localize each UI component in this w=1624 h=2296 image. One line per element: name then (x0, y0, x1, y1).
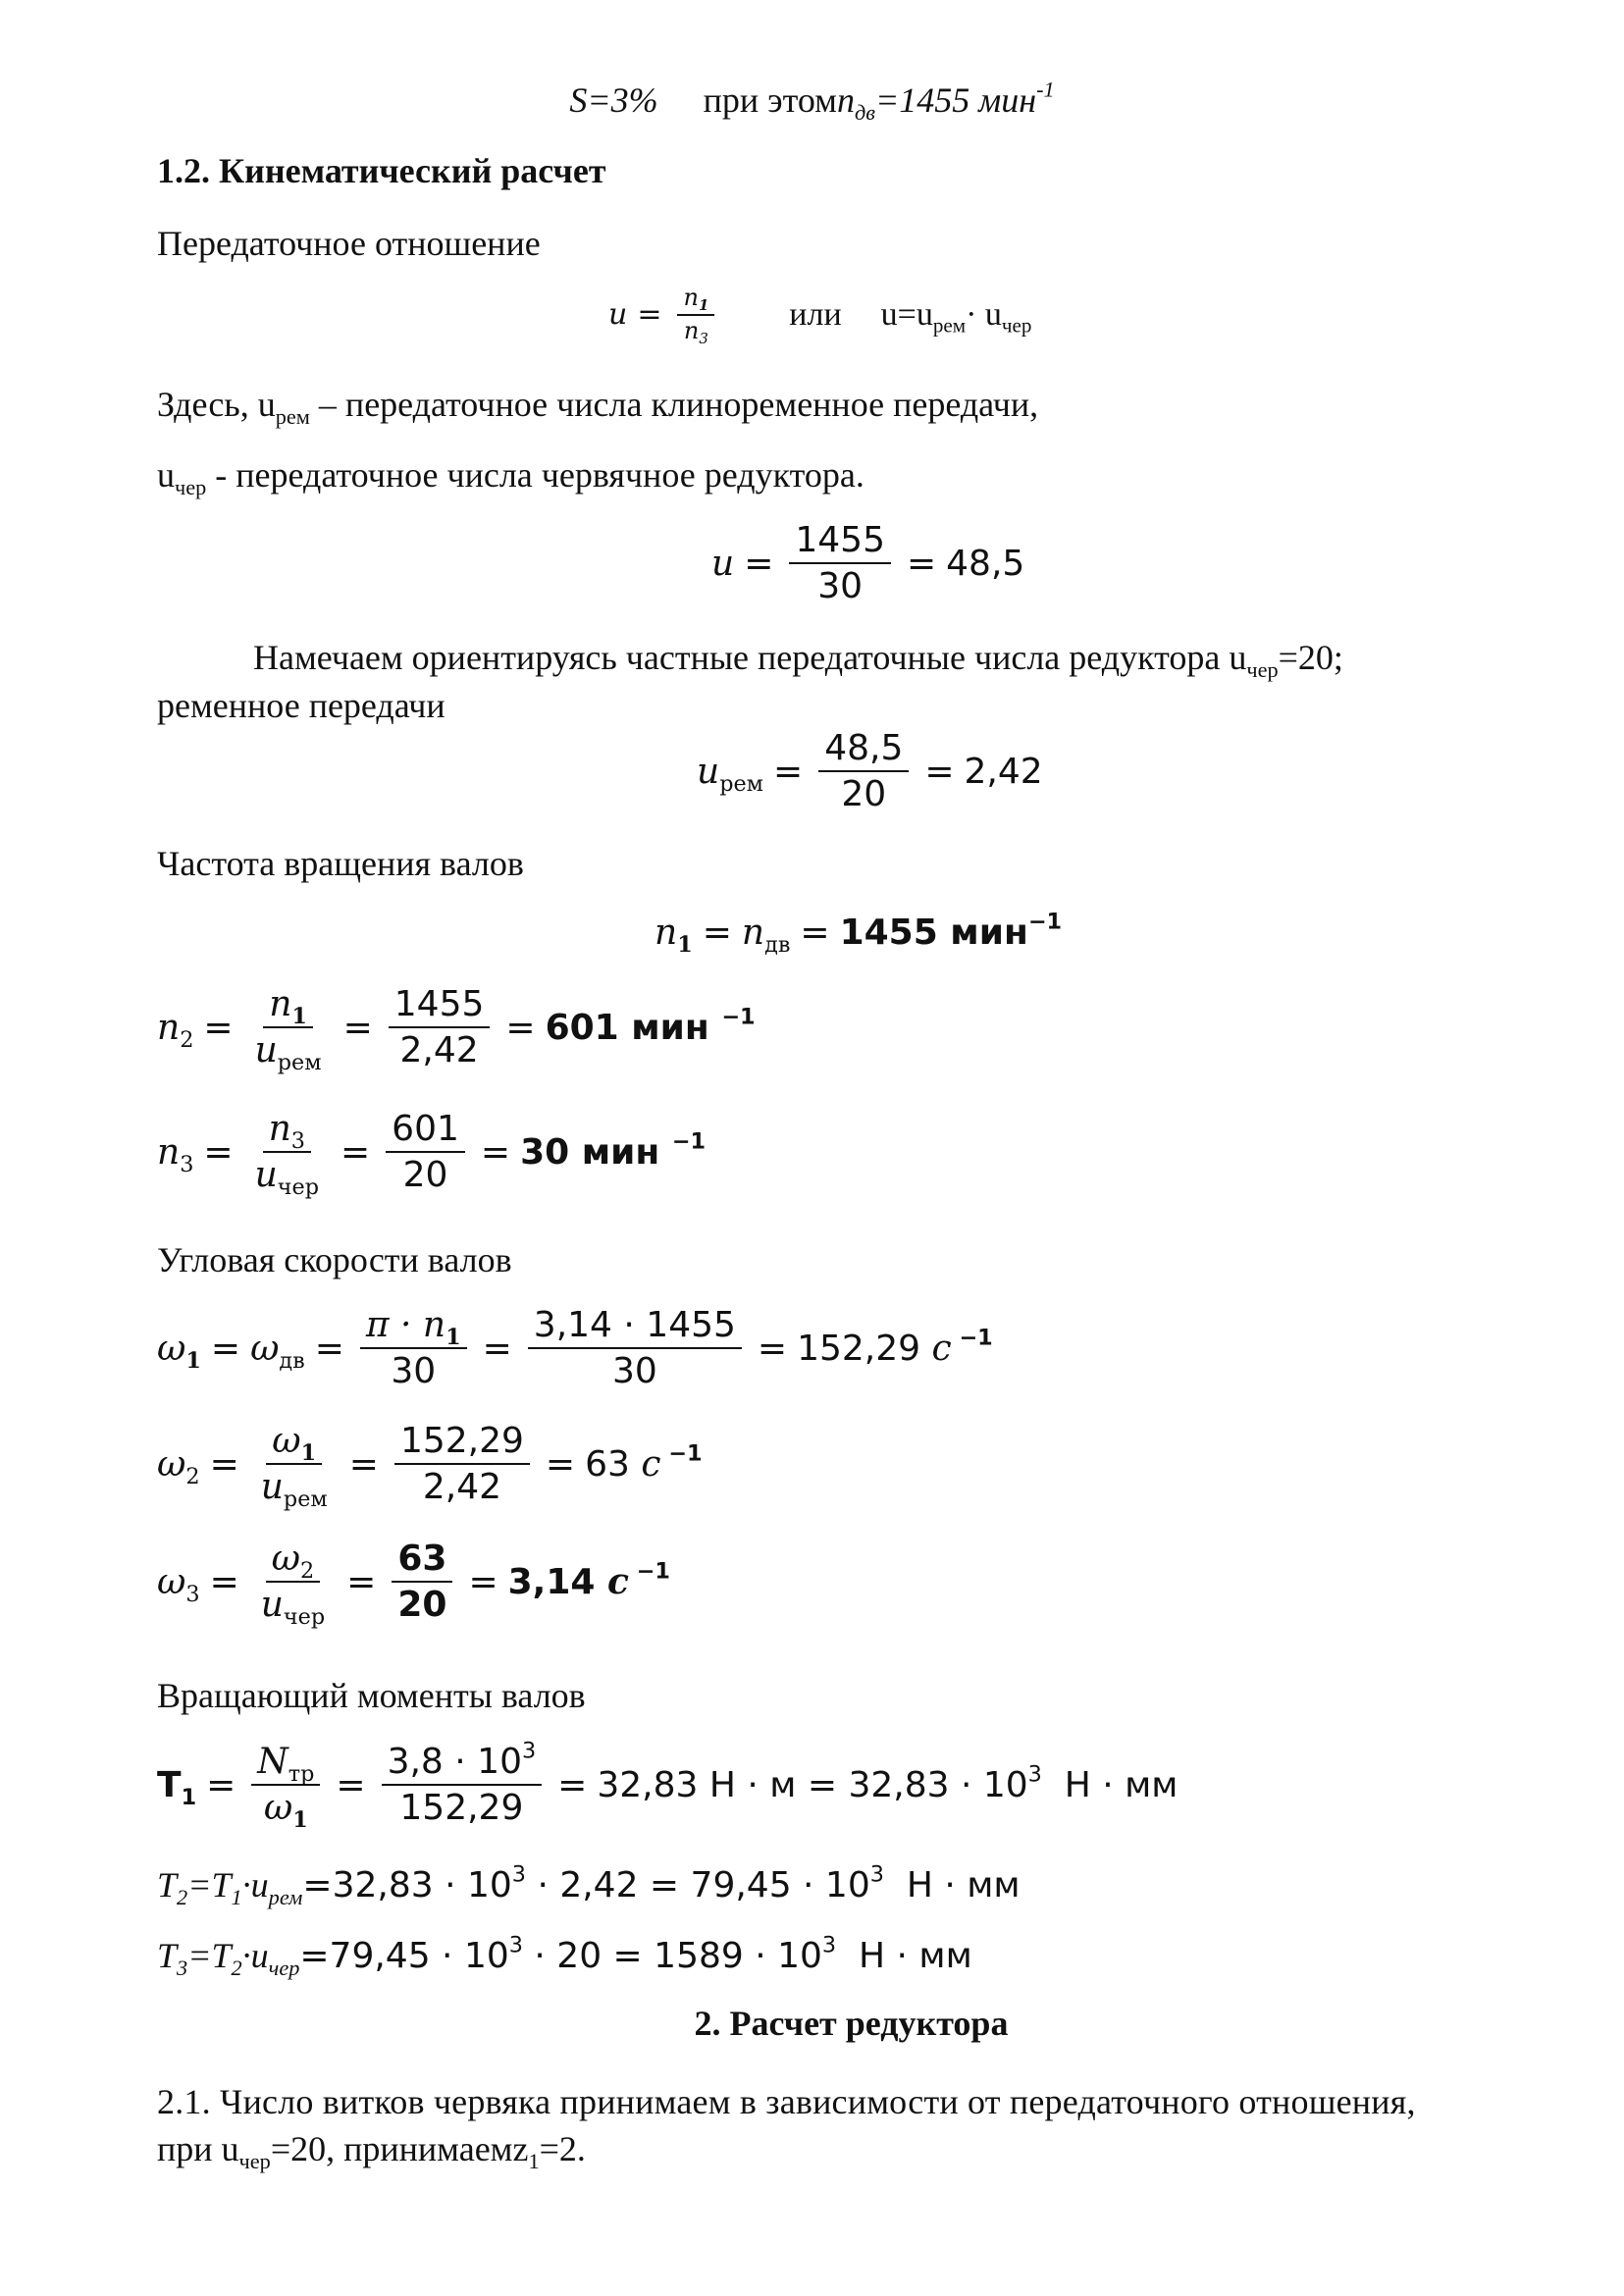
t2-prefix-sub: 2 (177, 1884, 188, 1909)
t1-fraction-1 (251, 1742, 320, 1834)
t2-dot: ·u (241, 1865, 269, 1905)
t2-eq-sub: 1 (231, 1884, 242, 1909)
n2-f2-den: 2,42 (399, 1030, 479, 1071)
n1-rhs: 1455 мин (839, 913, 1028, 953)
n2-f1-num: n (269, 984, 292, 1024)
n1-sub: 1 (698, 296, 709, 315)
n-subscript: дв (854, 99, 875, 125)
n2-f1-num-sub: 1 (291, 1003, 307, 1029)
n2-symbol: n (683, 316, 700, 344)
paragraph-2-1-line-2 (157, 2127, 586, 2173)
w1-f2-num: 3,14 · 1455 (528, 1305, 742, 1349)
t1-fraction-2 (382, 1738, 543, 1829)
ratio-label: Передаточное отношение (157, 224, 541, 263)
p21-b: =20, принимаем (270, 2129, 513, 2168)
w3-rhs-sup: −1 (628, 1558, 670, 1585)
w1-rhs-unit: c (931, 1328, 952, 1369)
w1-rhs-sup: −1 (951, 1325, 993, 1351)
definition-line-2 (157, 453, 864, 499)
n1-mid-sub: дв (764, 931, 791, 958)
header-line (0, 77, 1624, 125)
w2-f1-den: u (260, 1467, 284, 1508)
t1-f1-den-sub: 1 (292, 1807, 308, 1834)
p21-a: при u (157, 2129, 239, 2168)
choose-sub: чер (1246, 656, 1279, 682)
urem-calc-formula: $u_{рем}$ = $\frac{48,5}{20}$ = 2,42 (697, 728, 1043, 815)
t2-rest2: · 2,42 = 79,45 · 10 (526, 1864, 870, 1905)
rpm-exponent: -1 (1036, 77, 1055, 102)
n3-lhs-sub: 3 (180, 1151, 194, 1177)
w2-fraction-2 (394, 1421, 530, 1508)
u-calc-result: 48,5 (946, 543, 1025, 584)
t2-prefix: T (157, 1865, 178, 1905)
t3-prefix-sub: 3 (177, 1955, 188, 1980)
n3-f1-den: u (254, 1155, 278, 1196)
w2-fraction-1 (255, 1421, 334, 1513)
alt-cher-sub: чер (1001, 312, 1032, 337)
u-calc-den: 30 (817, 566, 864, 607)
t3-unit: H · мм (836, 1935, 972, 1976)
ratio-formula: u = $\frac{n_1}{n_3}$ или $u=u_{рем}\cdot u_{чер}$ (608, 284, 1032, 347)
w3-equation: $\omega_3$ = $\frac{\omega_2}{u_{чер}}$ = $\frac{63}{20}$ = 3,14 c $^{-1}$ (157, 1539, 670, 1631)
n2-rhs-sup: −1 (721, 1004, 756, 1030)
p21-sub: чер (238, 2148, 271, 2173)
urem-num: 48,5 (818, 728, 909, 772)
w2-rhs-sup: −1 (660, 1440, 703, 1467)
def2-sub: чер (175, 474, 207, 499)
p21-c: =2. (539, 2129, 586, 2168)
n2-f2-num: 1455 (389, 984, 491, 1028)
n2-equation: $n_2$ = $\frac{n_1}{u_{рем}}$ = $\frac{1455}{2,42}$ = 601 мин $^{-1}$ (157, 984, 756, 1076)
alt-u: u=u (880, 295, 933, 333)
n3-f1-num-sub: 3 (290, 1127, 305, 1154)
slip-value: S=3% (569, 80, 658, 120)
n3-f1-num: n (268, 1109, 291, 1149)
n1-mid: n (741, 913, 765, 953)
t3-eq: =T (187, 1936, 232, 1975)
n-symbol: n (836, 80, 855, 120)
w3-f2-num: 63 (392, 1539, 452, 1583)
def2-rest: - передаточное числа червячное редуктора. (206, 455, 864, 495)
w2-f2-num: 152,29 (394, 1421, 530, 1465)
p21-z: z (512, 2129, 529, 2168)
n2-sub: 3 (699, 329, 708, 347)
t2-equation (157, 1860, 1021, 1909)
t3-rest2: · 20 = 1589 · 10 (522, 1935, 822, 1976)
n2-fraction-1 (249, 984, 328, 1076)
t1-rhs-unit: H · мм (1041, 1764, 1179, 1805)
def1-sub: рем (275, 403, 310, 429)
choose-line-2: ременное передачи (157, 686, 445, 725)
w1-rhs: 152,29 (797, 1328, 932, 1369)
u-calc-formula: u = $\frac{1455}{30}$ = 48,5 (711, 520, 1025, 607)
definition-line-1 (157, 383, 1039, 429)
t1-f1-den: ω (263, 1788, 293, 1829)
n3-lhs: n (157, 1131, 181, 1173)
w2-f1-num: ω (272, 1421, 301, 1461)
w2-lhs: ω (157, 1443, 186, 1485)
w1-mid-sub: дв (279, 1347, 305, 1374)
w3-rhs-unit: c (606, 1561, 629, 1603)
t1-f1-num-sub: тр (288, 1760, 315, 1787)
t1-f1-num: N (257, 1742, 288, 1782)
t3-eq-sub: 2 (231, 1955, 242, 1980)
w2-f1-num-sub: 1 (300, 1439, 317, 1466)
def2-u: u (157, 455, 175, 495)
t2-rest: =32,83 · 10 (302, 1864, 512, 1905)
t3-rest: =79,45 · 10 (299, 1935, 509, 1976)
w2-f1-den-sub: рем (283, 1487, 328, 1513)
w3-lhs: ω (157, 1561, 186, 1602)
n3-f2-den: 20 (402, 1155, 448, 1196)
rpm-value: =1455 мин (874, 80, 1037, 120)
t1-equation: $T_1$ = $\frac{N_{тр}}{\omega_1}$ = $\frac{3,8 \cdot 10^3}{152,29}$ = 32,83 $H \cdot м = 32,83 \cdot 10^3$ H · мм (157, 1738, 1179, 1834)
alt-dot: · u (966, 295, 1002, 333)
t2-u-sub: рем (268, 1884, 303, 1909)
t3-rest-sup: 3 (508, 1931, 523, 1957)
t3-rest2-sup: 3 (821, 1931, 837, 1957)
w3-f1-den-sub: чер (283, 1604, 326, 1631)
t3-u-sub: чер (268, 1955, 300, 1980)
w1-f1-den: 30 (391, 1351, 437, 1392)
t2-eq: =T (187, 1865, 232, 1905)
t1-rhs-sup: 3 (1027, 1761, 1042, 1788)
u-calc-num: 1455 (789, 520, 891, 564)
w1-f2-den: 30 (611, 1351, 657, 1392)
torque-label: Вращающий моменты валов (157, 1676, 586, 1715)
choose-end: =20; (1278, 638, 1343, 677)
n2-rhs: 601 мин (545, 1007, 722, 1048)
n2-lhs: n (157, 1007, 181, 1048)
speed-label: Частота вращения валов (157, 844, 524, 883)
n3-equation: $n_3$ = $\frac{n_3}{u_{чер}}$ = $\frac{601}{20}$ = 30 мин $^{-1}$ (157, 1109, 706, 1201)
p21-zsub: 1 (528, 2148, 540, 2173)
ratio-fraction (677, 284, 714, 347)
t3-dot: ·u (241, 1936, 269, 1975)
n1-lhs-sub: 1 (677, 931, 693, 958)
w2-lhs-sub: 2 (185, 1463, 200, 1489)
urem-fraction (818, 728, 909, 815)
w1-equation: $\omega_1$ = $\omega_{дв}$ = $\frac{\pi \cdot n_1}{30}$ = $\frac{3,14 \cdot 1455}{30}$ = 152,29 c $^{-1}$ (157, 1305, 993, 1392)
w1-fraction-1 (360, 1305, 467, 1392)
paragraph-2-1-line-1: 2.1. Число витков червяка принимаем в зависимости от передаточного отношения, (157, 2082, 1416, 2121)
w3-rhs: 3,14 (507, 1562, 607, 1603)
n3-fraction-1 (249, 1109, 325, 1201)
n1-symbol: n (683, 284, 699, 311)
n3-rhs: 30 мин (520, 1131, 672, 1173)
t1-f2-num-sup: 3 (521, 1738, 537, 1764)
w2-rhs-unit: c (641, 1443, 661, 1485)
w3-f1-num-sub: 2 (300, 1557, 315, 1584)
t3-prefix: T (157, 1936, 178, 1975)
t3-equation (157, 1931, 972, 1980)
w3-f1-num: ω (271, 1539, 301, 1579)
formula-u: u (608, 297, 628, 333)
w1-fraction-2 (528, 1305, 742, 1392)
n1-equation: $n_1$ = $n_{дв}$ = 1455 мин$^{-1}$ (655, 909, 1063, 958)
n1-rhs-sup: −1 (1027, 909, 1063, 935)
section-title-1-2: 1.2. Кинематический расчет (157, 151, 606, 190)
n3-fraction-2 (386, 1109, 465, 1196)
w3-f2-den: 20 (397, 1585, 447, 1626)
n2-f1-den: u (254, 1030, 278, 1071)
u-calc-lhs: u (711, 543, 735, 584)
or-word: или (789, 295, 842, 333)
w1-lhs: ω (157, 1328, 186, 1369)
w1-f1-num: π · n (365, 1305, 446, 1345)
header-text: при этом (703, 80, 837, 120)
n3-f2-num: 601 (386, 1109, 465, 1153)
angular-label: Угловая скорости валов (157, 1240, 512, 1279)
def1-rest: – передаточное числа клиноременное передачи, (309, 385, 1039, 424)
u-calc-fraction (789, 520, 891, 607)
section-title-2: 2. Расчет редуктора (694, 2004, 1009, 2043)
w1-f1-num-sub: 1 (445, 1324, 461, 1350)
n2-fraction-2 (389, 984, 491, 1071)
n3-f1-den-sub: чер (277, 1174, 319, 1201)
t2-rest-sup: 3 (511, 1860, 526, 1887)
t1-lhs-sub: 1 (181, 1784, 197, 1810)
t1-rhs: 32,83 H · м = 32,83 · 10 (597, 1764, 1028, 1805)
w3-fraction-1 (255, 1539, 331, 1631)
w1-lhs-sub: 1 (185, 1347, 201, 1374)
n2-f1-den-sub: рем (277, 1050, 322, 1076)
ratio-alt (880, 295, 1032, 337)
n1-lhs: n (655, 913, 678, 953)
n3-rhs-sup: −1 (671, 1128, 706, 1155)
w3-lhs-sub: 3 (185, 1581, 200, 1607)
def1-prefix: Здесь, u (157, 385, 276, 424)
t2-rest2-sup: 3 (869, 1860, 884, 1887)
urem-lhs: u (697, 751, 720, 792)
urem-den: 20 (841, 774, 887, 815)
w3-f1-den: u (260, 1585, 284, 1626)
alt-rem-sub: рем (932, 312, 967, 337)
w2-rhs: 63 (585, 1443, 642, 1485)
t1-lhs: T (157, 1764, 182, 1805)
t1-f2-num: 3,8 · 10 (387, 1742, 522, 1782)
t2-unit: H · мм (883, 1864, 1021, 1905)
w2-equation: $\omega_2$ = $\frac{\omega_1}{u_{рем}}$ = $\frac{152,29}{2,42}$ = 63 c $^{-1}$ (157, 1421, 703, 1513)
t1-f2-den: 152,29 (399, 1788, 524, 1829)
urem-lhs-sub: рем (719, 770, 764, 797)
urem-result: 2,42 (964, 751, 1043, 792)
w1-mid: ω (250, 1328, 280, 1369)
w3-fraction-2 (392, 1539, 452, 1626)
n2-lhs-sub: 2 (180, 1026, 194, 1053)
choose-text: Намечаем ориентируясь частные передаточные числа редуктора u (253, 638, 1247, 677)
w2-f2-den: 2,42 (422, 1467, 501, 1508)
choose-line-1 (253, 636, 1343, 682)
